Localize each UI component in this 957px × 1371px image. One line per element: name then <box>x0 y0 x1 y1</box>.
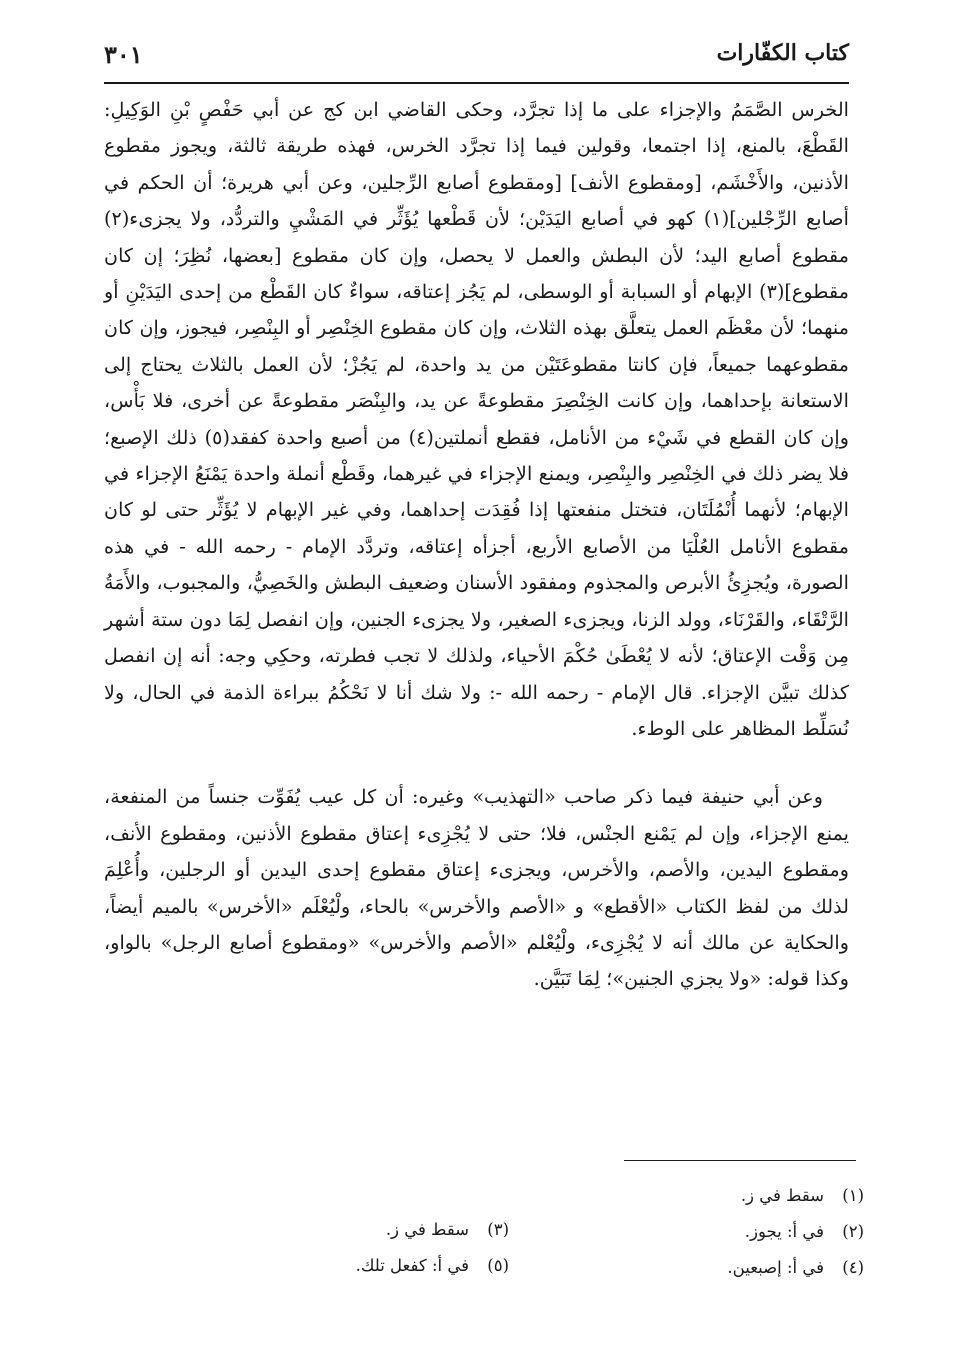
footnote-text: في أ: يجوز. <box>744 1222 824 1241</box>
footnote-text: سقط في ز. <box>740 1186 824 1205</box>
paragraph: وعن أبي حنيفة فيما ذكر صاحب «التهذيب» وغيره: أن كل عيب يُفَوِّت جنساً من المنفعة، يمنع الإجزاء، وإن لم يَمْنع الجنْس، فلا؛ حتى لا يُجْزِىء إعتاق مقطوع الأذنين، ومقطوع الأنف، ومقطوع اليدين، والأصم، والأخرس، ويجزىء إعتاق مقطوع إحدى اليدين أو الرجلين، وأُعْلِمَ لذلك من لفظ الكتاب «الأقطع» و «الأصم والأخرس» بالحاء، ولْيُعْلَم «الأخرس» بالميم أيضاً، والحكاية عن مالك أنه لا يُجْزِىء، ولْيُعْلم «الأصم والأخرس» «ومقطوع أصابع الرجل» بالواو، وكذا قوله: «ولا يجزي الجنين»؛ لِمَا تَبَيَّن. <box>104 785 849 991</box>
main-text <box>104 92 849 998</box>
footnote-divider <box>624 1160 856 1161</box>
paragraph: الخرس الصَّمَمُ والإجزاء على ما إذا تجرَّد، وحكى القاضي ابن كج عن أبي حَفْصٍ بْنِ الوَكِيلِ: القَطْعَ، بالمنع، إذا اجتمعا، وقولين فيما إذا تجرَّد الخرس، فهذه طريقة ثالثة، ويجوز مقطوع الأذنين، والأَخْشَم، [ومقطوع الأنف] [ومقطوع أصابع الرِّجلين، وعن أبي هريرة؛ أن الحكم في أصابع الرِّجْلين](١) كهو في أصابع اليَدَيْن؛ لأن قَطْعها يُؤَثِّر في المَشْيِ والتردُّد، ولا يجزىء(٢) مقطوع أصابع اليد؛ لأن البطش والعمل لا يحصل، وإن كان مقطوع [بعضها، نُظِرَ؛ إن كان مقطوع](٣) الإبهام أو السبابة أو الوسطى، لم يَجُز إعتاقه، سواءٌ كان القَطْع من إحدى اليَدَيْنِ أو منهما؛ لأن معْظَم العمل يتعلَّق بهذه الثلاث، وإن كان مقطوع الخِنْصِر أو البِنْصِر، فيجوز، وإن كان مقطوعهما جميعاً، فإن كانتا مقطوعَتَيْن من يد واحدة، لم يَجُزْ؛ لأن العمل بالثلاث يحتاج إلى الاستعانة بإحداهما، وإن كانت الخِنْصِرَ مقطوعةً عن يد، والبِنْصَر مقطوعةً عن أخرى، فلا بَأْس، وإن كان القطع في شَيْء من الأنامل، فقطع أنملتين(٤) من أصبع واحدة كفقد(٥) ذلك الإصبع؛ فلا يضر ذلك في الخِنْصِر والبِنْصِر، ويمنع الإجزاء في غيرهما، وقَطْع أنملة واحدة يَمْنَعُ الإجزاء في الإبهام؛ لأنهما أُنْمُلَتَان، فتختل منفعتها إذا فُقِدَت إحداهما، وفي غير الإبهام لا يُؤَثِّر حتى لو كان مقطوع الأنامل العُلْيَا من الأصابع الأربع، أجزأه إعتاقه، وتردَّد الإمام - رحمه الله - في هذه الصورة، ويُجزِئُ الأبرص والمجذوم ومفقود الأسنان وضعيف البطش والخَصِيُّ، والمجبوب، والأَمَةُ الرَّتْقَاء، والقَرْنَاء، وولد الزنا، ويجزىء الصغير، ولا يجزىء الجنين، وإن انفصل لِمَا دون ستة أشهر مِن وَقْت الإعتاق؛ لأنه لا يُعْطَىٰ حُكْمَ الأحياء، ولذلك لا تجب فطرته، وحكِي وجه: أنه إن انفصل كذلك تبيَّن الإجزاء. قال الإمام - رحمه الله -: ولا شك أنا لا نَحْكُمُ ببراءة الذمة في الحال، ولا نُسَلِّط المظاهر على الوطء. <box>104 98 850 740</box>
footnote-number: (١) <box>842 1186 864 1205</box>
running-title: كتاب الكفّارات <box>716 40 849 66</box>
footnote <box>209 1212 509 1248</box>
footnote <box>564 1214 864 1250</box>
footnote <box>564 1178 864 1214</box>
footnote-number: (٣) <box>487 1220 509 1239</box>
footnote-text: سقط في ز. <box>385 1220 469 1239</box>
footnote-column-right <box>564 1178 864 1286</box>
footnote-text: في أ: كفعل تلك. <box>355 1256 469 1275</box>
page-header <box>104 38 849 84</box>
footnote-column-left <box>209 1212 509 1284</box>
footnote-number: (٥) <box>487 1256 509 1275</box>
footnote <box>564 1250 864 1286</box>
footnote-number: (٢) <box>842 1222 864 1241</box>
page-number: ٣٠١ <box>104 40 143 69</box>
footnote-number: (٤) <box>842 1258 864 1277</box>
footnote <box>209 1248 509 1284</box>
footnote-text: في أ: إصبعين. <box>727 1258 824 1277</box>
